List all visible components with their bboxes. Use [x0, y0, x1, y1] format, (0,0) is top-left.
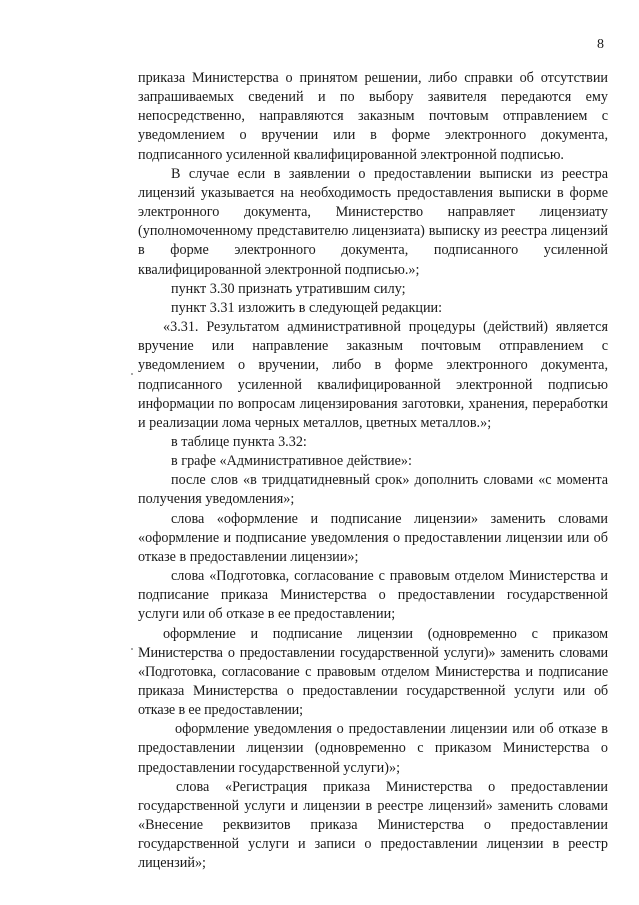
- paragraph-order-registration: слова «Регистрация приказа Министерства о предоставлении государственной услуги и лицензии в реестре лицензий» заменить словами «Внесение реквизитов приказа Министерства о предоставлении государственной услуги и записи о предоставлении лицензии в реестр лицензий»;: [138, 778, 608, 872]
- paragraph-clause-3-30: пункт 3.30 признать утратившим силу;: [171, 280, 406, 297]
- paragraph-thirty-day-term: после слов «в тридцатидневный срок» дополнить словами «с момента получения уведомления»;: [138, 472, 608, 508]
- scan-dot-mark: [131, 373, 133, 375]
- paragraph-preparation-approval: слова «Подготовка, согласование с правовым отделом Министерства и подписание приказа Министерства о предоставлении государственной услуги или об отказе в ее предоставлении;: [138, 568, 608, 623]
- scan-dot-mark: [131, 648, 133, 650]
- page-number: 8: [597, 37, 604, 52]
- paragraph-admin-action-column: в графе «Административное действие»:: [171, 453, 412, 470]
- paragraph-clause-3-31-intro: пункт 3.31 изложить в следующей редакции:: [171, 299, 443, 316]
- paragraph-electronic-extract: В случае если в заявлении о предоставлении выписки из реестра лицензий указывается на необходимость предоставления выписки в форме электронного документа, Министерство направляет лицензиату (уполномоченному представителю лицензиата) выписку из реестра лицензий в форме электронного документа, подписанного усиленной квалифицированной электронной подписью.»;: [138, 165, 608, 278]
- document-body: [138, 69, 608, 874]
- paragraph-clause-3-31-text: «3.31. Результатом административной процедуры (действий) является вручение или направление заказным почтовым отправлением с уведомлением о вручении, либо в форме электронного документа, подписанного усиленной квалифицированной электронной подписью информации по вопросам лицензирования заготовки, хранения, переработки и реализации лома черных металлов, цветных металлов.»;: [138, 319, 608, 431]
- paragraph-response-delivery: приказа Министерства о принятом решении, либо справки об отсутствии запрашиваемых сведений и по выбору заявителя передаются ему непосредственно, направляются заказным почтовым отправлением с уведомлением о вручении или в форме электронного документа, подписанного усиленной квалифицированной электронной подписью.: [138, 70, 608, 163]
- paragraph-license-processing: слова «оформление и подписание лицензии» заменить словами «оформление и подписание уведомления о предоставлении лицензии или об отказе в предоставлении лицензии»;: [138, 510, 608, 565]
- paragraph-table-3-32: в таблице пункта 3.32:: [171, 433, 307, 450]
- paragraph-license-signing-replace: оформление и подписание лицензии (одновременно с приказом Министерства о предоставлении государственной услуги)» заменить словами «Подготовка, согласование с правовым отделом Министерства и подписание приказа Министерства о предоставлении государственной услуги или об отказе в ее предоставлении;: [138, 625, 608, 719]
- paragraph-notification-preparation: оформление уведомления о предоставлении лицензии или об отказе в предоставлении лицензии (одновременно с приказом Министерства о предоставлении государственной услуги)»;: [138, 721, 608, 776]
